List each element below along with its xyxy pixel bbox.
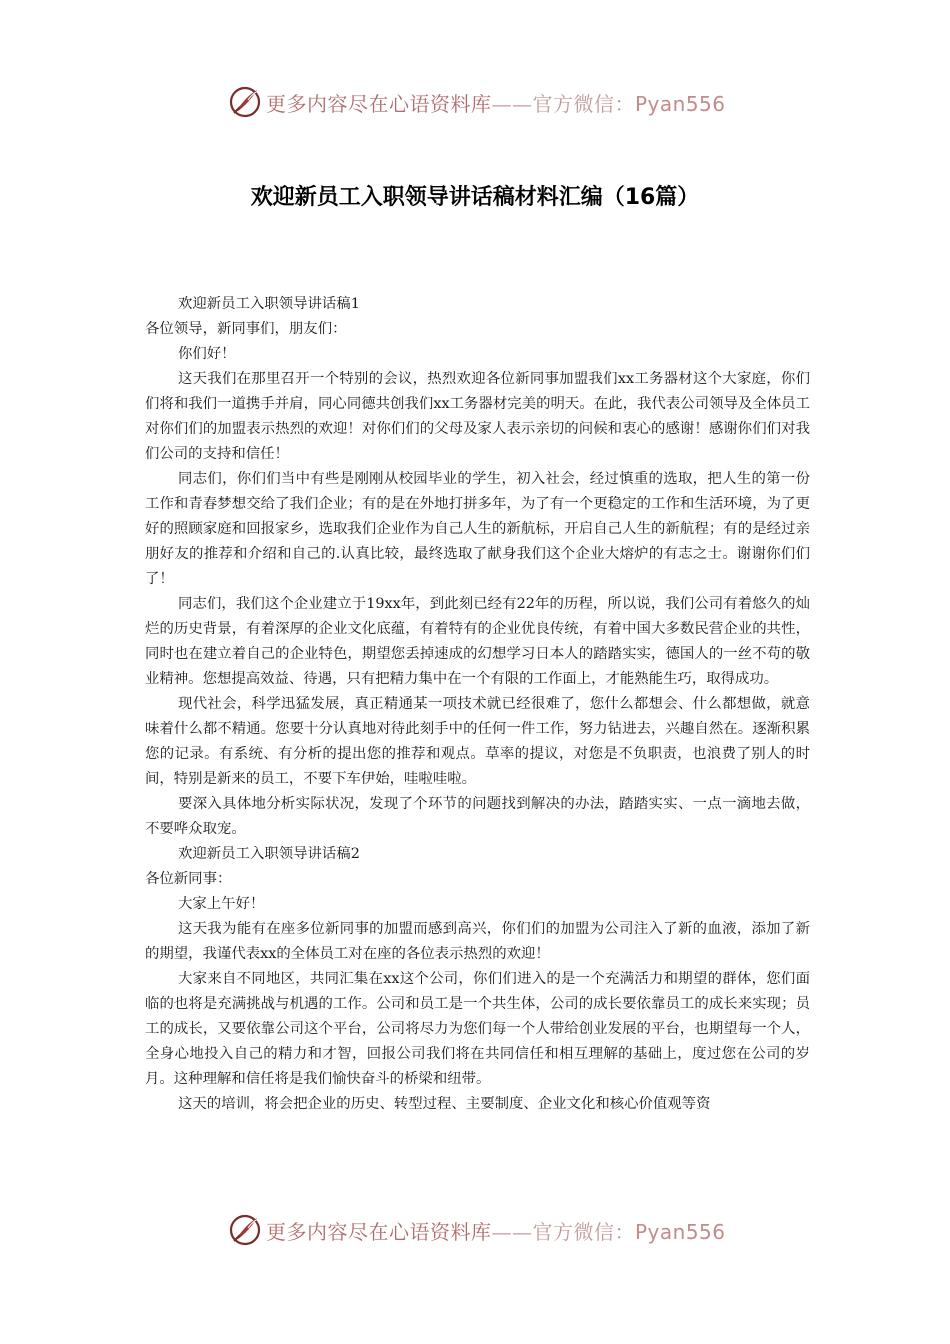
banner-wechat-label: 官方微信： bbox=[532, 91, 635, 116]
banner-wechat-id: Pyan556 bbox=[635, 91, 726, 116]
banner-dash: —— bbox=[491, 91, 533, 116]
paragraph: 这天我为能有在座多位新同事的加盟而感到高兴，你们们的加盟为公司注入了新的血液，添加了新的期望，我谨代表xx的全体员工对在座的各位表示热烈的欢迎！ bbox=[145, 921, 810, 962]
paragraph: 现代社会，科学迅猛发展，真正精通某一项技术就已经很难了，您什么都想会、什么都想做，就意味着什么都不精通。您要十分认真地对待此刻手中的任何一件工作，努力钻进去，兴趣自然在。逐渐积累您的记录。有系统、有分析的提出您的推荐和观点。草率的提议，对您是不负职责，也浪费了别人的时间，特别是新来的员工，不要下车伊始，哇啦哇啦。 bbox=[145, 696, 810, 787]
greeting: 大家上午好！ bbox=[178, 896, 265, 912]
document-body bbox=[145, 292, 810, 1117]
paragraph: 这天的培训，将会把企业的历史、转型过程、主要制度、企业文化和核心价值观等资 bbox=[178, 1096, 711, 1112]
header-banner bbox=[0, 84, 950, 120]
section-heading: 欢迎新员工入职领导讲话稿2 bbox=[178, 846, 360, 862]
quill-pen-logo-icon bbox=[228, 85, 262, 119]
paragraph: 这天我们在那里召开一个特别的会议，热烈欢迎各位新同事加盟我们xx工务器材这个大家庭，你们们将和我们一道携手并肩，同心同德共创我们xx工务器材完美的明天。在此，我代表公司领导及全体员工对你们们的加盟表示热烈的欢迎！对你们们的父母及家人表示亲切的问候和衷心的感谢！感谢你们们对我们公司的支持和信任！ bbox=[145, 371, 810, 462]
banner-wechat-id: Pyan556 bbox=[635, 1219, 726, 1244]
salutation: 各位领导，新同事们，朋友们： bbox=[145, 321, 347, 337]
document-title: 欢迎新员工入职领导讲话稿材料汇编（16篇） bbox=[250, 185, 700, 210]
banner-main-text: 更多内容尽在心语资料库 bbox=[266, 1219, 492, 1244]
banner-wechat-label: 官方微信： bbox=[532, 1219, 635, 1244]
banner-text bbox=[266, 88, 726, 117]
salutation: 各位新同事： bbox=[145, 871, 232, 887]
paragraph: 同志们，你们们当中有些是刚刚从校园毕业的学生，初入社会，经过慎重的选取，把人生的第一份工作和青春梦想交给了我们企业；有的是在外地打拼多年，为了有一个更稳定的工作和生活环境，为了更好的照顾家庭和回报家乡，选取我们企业作为自己人生的新航标，开启自己人生的新航程；有的是经过亲朋好友的推荐和介绍和自己的.认真比较，最终选取了献身我们这个企业大熔炉的有志之士。谢谢你们们了！ bbox=[145, 471, 810, 587]
section-heading: 欢迎新员工入职领导讲话稿1 bbox=[178, 296, 360, 312]
paragraph: 同志们，我们这个企业建立于19xx年，到此刻已经有22年的历程，所以说，我们公司有着悠久的灿烂的历史背景，有着深厚的企业文化底蕴，有着特有的企业优良传统，有着中国大多数民营企业的共性，同时也在建立着自己的企业特色，期望您丢掉速成的幻想学习日本人的踏踏实实，德国人的一丝不苟的敬业精神。您想提高效益、待遇，只有把精力集中在一个有限的工作面上，才能熟能生巧，取得成功。 bbox=[145, 596, 810, 687]
banner-main-text: 更多内容尽在心语资料库 bbox=[266, 91, 492, 116]
paragraph: 大家来自不同地区，共同汇集在xx这个公司，你们们进入的是一个充满活力和期望的群体，您们面临的也将是充满挑战与机遇的工作。公司和员工是一个共生体，公司的成长要依靠员工的成长来实现；员工的成长，又要依靠公司这个平台，公司将尽力为您们每一个人带给创业发展的平台，也期望每一个人，全身心地投入自己的精力和才智，回报公司我们将在共同信任和相互理解的基础上，度过您在公司的岁月。这种理解和信任将是我们愉快奋斗的桥梁和纽带。 bbox=[145, 971, 810, 1087]
banner-text bbox=[266, 1216, 726, 1245]
greeting: 你们好！ bbox=[178, 346, 236, 362]
paragraph: 要深入具体地分析实际状况，发现了个环节的问题找到解决的办法，踏踏实实、一点一滴地去做，不要哗众取宠。 bbox=[145, 796, 810, 837]
quill-pen-logo-icon bbox=[228, 1213, 262, 1247]
banner-dash: —— bbox=[491, 1219, 533, 1244]
footer-banner bbox=[0, 1212, 950, 1248]
